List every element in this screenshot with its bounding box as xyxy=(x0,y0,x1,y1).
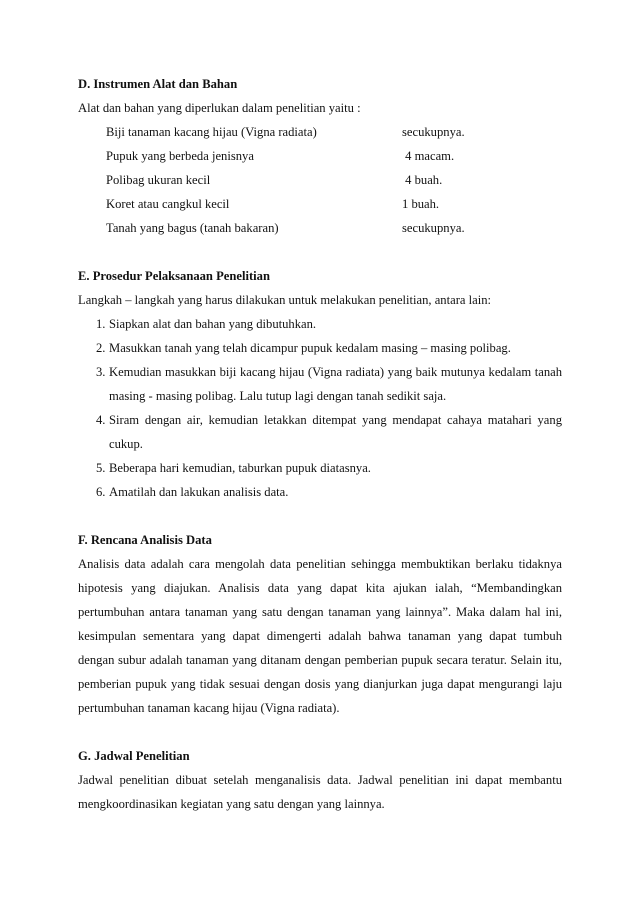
material-name: Biji tanaman kacang hijau (Vigna radiata) xyxy=(106,125,317,139)
procedure-step xyxy=(78,336,562,360)
procedure-steps xyxy=(78,312,562,504)
material-name: Koret atau cangkul kecil xyxy=(106,197,230,211)
procedure-step xyxy=(78,456,562,480)
material-qty: secukupnya. xyxy=(402,125,465,139)
section-spacer xyxy=(78,240,562,264)
step-number: 6. xyxy=(96,485,106,499)
material-qty: 4 macam. xyxy=(402,149,455,163)
section-spacer xyxy=(78,504,562,528)
material-item xyxy=(78,216,562,240)
step-text: Beberapa hari kemudian, taburkan pupuk diatasnya. xyxy=(109,461,371,475)
material-qty: 1 buah. xyxy=(402,197,440,211)
procedure-step xyxy=(78,408,562,456)
step-text: Siapkan alat dan bahan yang dibutuhkan. xyxy=(109,317,317,331)
section-g-heading: G. Jadwal Penelitian xyxy=(78,749,190,763)
section-e-heading: E. Prosedur Pelaksanaan Penelitian xyxy=(78,269,270,283)
section-g-body: Jadwal penelitian dibuat setelah menganalisis data. Jadwal penelitian ini dapat membantu mengkoordinasikan kegiatan yang satu dengan yang lainnya. xyxy=(78,773,562,811)
material-item xyxy=(78,120,562,144)
material-qty: 4 buah. xyxy=(402,173,443,187)
procedure-step xyxy=(78,480,562,504)
procedure-step xyxy=(78,360,562,408)
step-text: Masukkan tanah yang telah dicampur pupuk kedalam masing – masing polibag. xyxy=(109,341,511,355)
material-name: Tanah yang bagus (tanah bakaran) xyxy=(106,221,279,235)
step-number: 2. xyxy=(96,341,106,355)
step-number: 5. xyxy=(96,461,106,475)
section-f-heading: F. Rencana Analisis Data xyxy=(78,533,212,547)
material-name: Pupuk yang berbeda jenisnya xyxy=(106,149,254,163)
step-text: Kemudian masukkan biji kacang hijau (Vigna radiata) yang baik mutunya kedalam tanah masing - masing polibag. Lalu tutup lagi dengan tanah sedikit saja. xyxy=(109,365,562,403)
material-item xyxy=(78,144,562,168)
step-number: 1. xyxy=(96,317,106,331)
step-text: Amatilah dan lakukan analisis data. xyxy=(109,485,289,499)
section-f-body: Analisis data adalah cara mengolah data penelitian sehingga membuktikan berlaku tidaknya hipotesis yang diajukan. Analisis data yang dapat kita ajukan ialah, “Membandingkan pertumbuhan antara tanaman yang satu dengan tanaman yang lainnya”. Maka dalam hal ini, kesimpulan sementara yang dapat dimengerti adalah bahwa tanaman yang dapat tumbuh dengan subur adalah tanaman yang ditanam dengan pemberian pupuk secara teratur. Selain itu, pemberian pupuk yang tidak sesuai dengan dosis yang dianjurkan juga dapat mengurangi laju pertumbuhan tanaman kacang hijau (Vigna radiata). xyxy=(78,557,562,715)
material-item xyxy=(78,168,562,192)
material-name: Polibag ukuran kecil xyxy=(106,173,211,187)
step-number: 3. xyxy=(96,365,106,379)
section-spacer xyxy=(78,720,562,744)
section-e-intro: Langkah – langkah yang harus dilakukan untuk melakukan penelitian, antara lain: xyxy=(78,293,492,307)
section-d-heading: D. Instrumen Alat dan Bahan xyxy=(78,77,238,91)
materials-list xyxy=(78,120,562,240)
step-number: 4. xyxy=(96,413,106,427)
document-content xyxy=(78,72,562,816)
material-qty: secukupnya. xyxy=(402,221,465,235)
material-item xyxy=(78,192,562,216)
section-d-intro: Alat dan bahan yang diperlukan dalam penelitian yaitu : xyxy=(78,101,361,115)
procedure-step xyxy=(78,312,562,336)
step-text: Siram dengan air, kemudian letakkan ditempat yang mendapat cahaya matahari yang cukup. xyxy=(109,413,562,451)
